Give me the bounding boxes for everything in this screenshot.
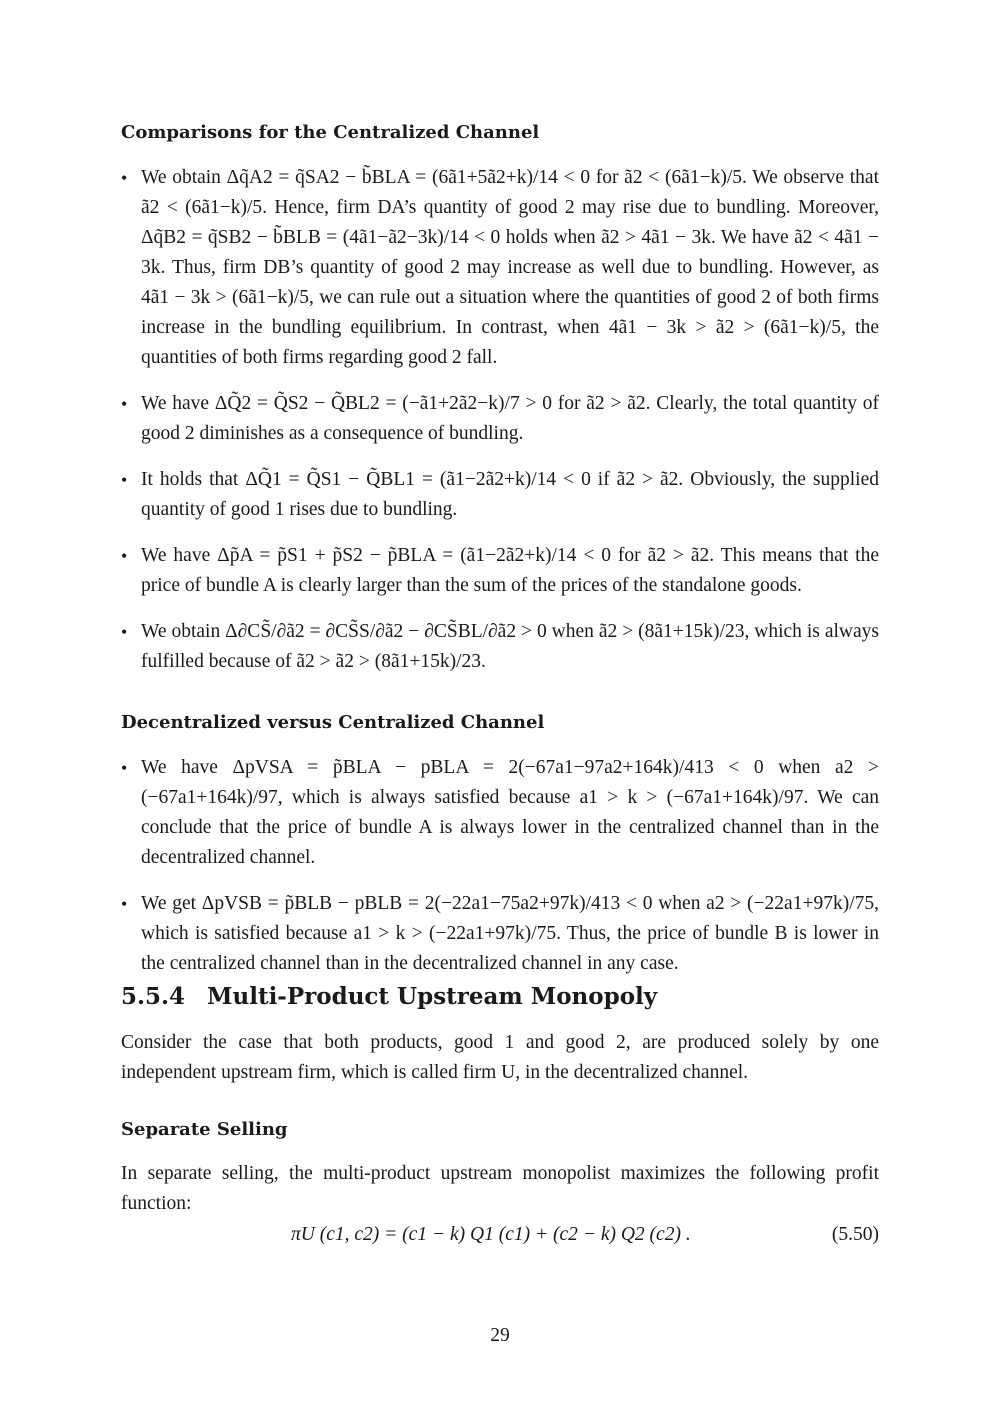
page-number: 29	[490, 1325, 510, 1346]
list-item	[121, 389, 879, 449]
bullet-text: We obtain Δ∂CS̃/∂ã2 = ∂CS̃S/∂ã2 − ∂CS̃BL/∂ã2 > 0 when ã2 > (8ã1+15k)/23, which is always fulfilled because of ã2 > ã2 > (8ã1+15k)/23.	[141, 621, 879, 672]
bullet-marker: •	[121, 470, 128, 490]
bullet-marker: •	[121, 168, 128, 188]
bullet-text: We have Δp̃A = p̃S1 + p̃S2 − p̃BLA = (ã1−2ã2+k)/14 < 0 for ã2 > ã2. This means that the price of bundle A is clearly larger than the sum of the prices of the standalone goods.	[141, 545, 879, 596]
list-item	[121, 465, 879, 525]
list-item	[121, 617, 879, 677]
bullet-text: We have ΔQ̃2 = Q̃S2 − Q̃BL2 = (−ã1+2ã2−k)/7 > 0 for ã2 > ã2. Clearly, the total quantity of good 2 diminishes as a consequence of bundling.	[141, 393, 879, 444]
list-item	[121, 541, 879, 601]
section-heading	[121, 983, 657, 1010]
section-intro-paragraph: Consider the case that both products, good 1 and good 2, are produced solely by one independent upstream firm, which is called firm U, in the decentralized channel.	[121, 1032, 879, 1083]
heading-centralized-comparisons: Comparisons for the Centralized Channel	[121, 122, 540, 143]
section-title: Multi-Product Upstream Monopoly	[207, 983, 658, 1010]
bullet-marker: •	[121, 622, 128, 642]
equation-body: πU (c1, c2) = (c1 − k) Q1 (c1) + (c2 − k) Q2 (c2) .	[291, 1224, 691, 1245]
bullet-marker: •	[121, 758, 128, 778]
bullet-marker: •	[121, 894, 128, 914]
centralized-bullet-list	[121, 163, 879, 677]
equation-5-50	[121, 1220, 879, 1250]
list-item	[121, 753, 879, 873]
bullet-text: It holds that ΔQ̃1 = Q̃S1 − Q̃BL1 = (ã1−2ã2+k)/14 < 0 if ã2 > ã2. Obviously, the supplied quantity of good 1 rises due to bundling.	[141, 469, 879, 520]
section-number: 5.5.4	[121, 983, 186, 1010]
bullet-marker: •	[121, 394, 128, 414]
decentralized-bullet-list	[121, 753, 879, 979]
list-item	[121, 889, 879, 979]
heading-decentralized-vs-centralized: Decentralized versus Centralized Channel	[121, 712, 545, 733]
bullet-text: We have ΔpVSA = p̃BLA − pBLA = 2(−67a1−97a2+164k)/413 < 0 when a2 > (−67a1+164k)/97, which is always satisfied because a1 > k > (−67a1+164k)/97. We can conclude that the price of bundle A is always lower in the centralized channel than in the decentralized channel.	[141, 757, 879, 868]
heading-separate-selling: Separate Selling	[121, 1119, 288, 1140]
bullet-marker: •	[121, 546, 128, 566]
equation-number: (5.50)	[831, 1224, 879, 1245]
separate-selling-paragraph: In separate selling, the multi-product upstream monopolist maximizes the following profit function:	[121, 1163, 879, 1214]
list-item	[121, 163, 879, 373]
bullet-text: We obtain Δq̃A2 = q̃SA2 − b̃BLA = (6ã1+5ã2+k)/14 < 0 for ã2 < (6ã1−k)/5. We observe that ã2 < (6ã1−k)/5. Hence, firm DA’s quantity of good 2 may rise due to bundling. Moreover, Δq̃B2 = q̃SB2 − b̃BLB = (4ã1−ã2−3k)/14 < 0 holds when ã2 > 4ã1 − 3k. We have ã2 < 4ã1 − 3k. Thus, firm DB’s quantity of good 2 may increase as well due to bundling. However, as 4ã1 − 3k > (6ã1−k)/5, we can rule out a situation where the quantities of good 2 of both firms increase in the bundling equilibrium. In contrast, when 4ã1 − 3k > ã2 > (6ã1−k)/5, the quantities of both firms regarding good 2 fall.	[141, 167, 879, 368]
bullet-text: We get ΔpVSB = p̃BLB − pBLB = 2(−22a1−75a2+97k)/413 < 0 when a2 > (−22a1+97k)/75, which is satisfied because a1 > k > (−22a1+97k)/75. Thus, the price of bundle B is lower in the centralized channel than in the decentralized channel in any case.	[141, 893, 879, 974]
